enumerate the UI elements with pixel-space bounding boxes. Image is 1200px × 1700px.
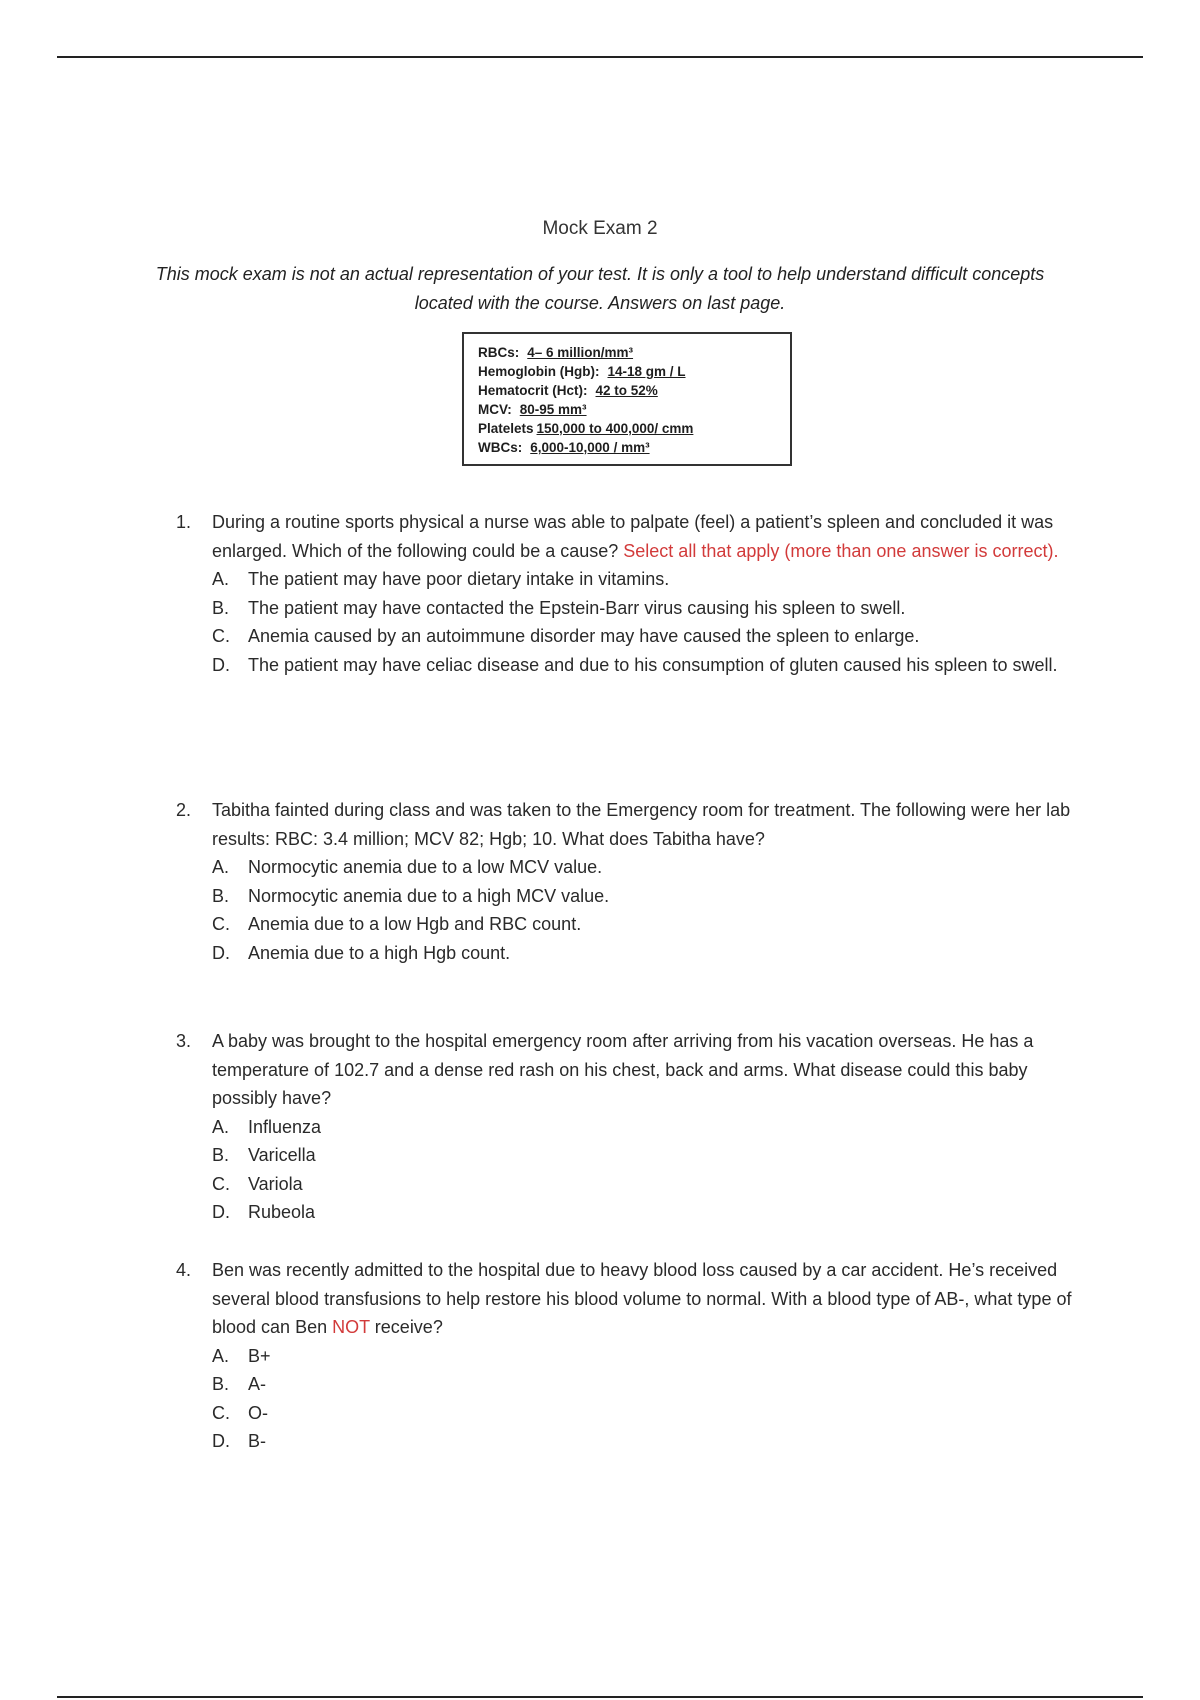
answer-option-d[interactable] <box>212 651 1076 680</box>
option-text: Normocytic anemia due to a low MCV value. <box>248 857 603 877</box>
question-stem-end: receive? <box>374 1317 443 1337</box>
option-letter: A. <box>212 569 230 589</box>
option-letter: B. <box>212 1145 230 1165</box>
reference-values-box <box>462 332 792 466</box>
option-letter: A. <box>212 857 230 877</box>
answer-options <box>212 565 1076 679</box>
answer-options <box>212 853 1076 967</box>
question-stem: Tabitha fainted during class and was taken to the Emergency room for treatment. The following were her lab results: RBC: 3.4 million; MCV 82; Hgb; 10. What does Tabitha have? <box>212 800 1071 849</box>
option-text: O- <box>248 1402 268 1423</box>
option-text: Anemia due to a high Hgb count. <box>248 942 511 963</box>
ref-label: RBCs: <box>478 345 520 360</box>
ref-label: MCV: <box>478 402 512 417</box>
ref-row-rbc <box>478 343 778 362</box>
question-stem <box>212 1256 1076 1342</box>
option-text: B- <box>248 1431 266 1451</box>
answer-options <box>212 1113 1076 1227</box>
option-letter: A. <box>212 1345 230 1366</box>
option-letter: D. <box>212 1431 230 1451</box>
ref-value: 6,000-10,000 / mm³ <box>530 440 650 455</box>
option-text: Varicella <box>248 1145 316 1165</box>
option-text: Normocytic anemia due to a high MCV value. <box>248 885 610 906</box>
question-stem-text: Ben was recently admitted to the hospital due to heavy blood loss caused by a car accident. He’s received several blood transfusions to help restore his blood volume to normal. With a blood type of AB-, what type of blood can Ben <box>212 1260 1072 1337</box>
option-letter: D. <box>212 1202 230 1222</box>
option-text: Rubeola <box>248 1202 316 1222</box>
option-text: Influenza <box>248 1116 322 1137</box>
option-letter: C. <box>212 1402 230 1423</box>
ref-value: 42 to 52% <box>595 383 658 398</box>
option-text: Anemia due to a low Hgb and RBC count. <box>248 914 582 934</box>
ref-value: 80-95 mm³ <box>519 402 587 417</box>
question-number: 3. <box>176 1031 192 1051</box>
question-1 <box>176 508 1076 679</box>
bottom-rule <box>57 1696 1143 1698</box>
option-text: Anemia caused by an autoimmune disorder may have caused the spleen to enlarge. <box>248 626 920 646</box>
answer-option-a[interactable] <box>212 565 1076 594</box>
option-letter: B. <box>212 597 230 618</box>
question-stem <box>212 508 1076 565</box>
question-3 <box>176 1027 1076 1227</box>
option-text: The patient may have poor dietary intake in vitamins. <box>248 569 670 589</box>
option-text: Variola <box>248 1173 303 1194</box>
question-4 <box>176 1256 1076 1456</box>
option-letter: C. <box>212 626 230 646</box>
not-emphasis: NOT <box>332 1317 370 1337</box>
ref-value: 4– 6 million/mm³ <box>527 345 634 360</box>
option-text: A- <box>248 1374 266 1394</box>
answer-option-b[interactable] <box>212 1141 1076 1170</box>
option-text: The patient may have contacted the Epstein-Barr virus causing his spleen to swell. <box>248 597 906 618</box>
option-text: B+ <box>248 1345 271 1366</box>
question-number: 1. <box>176 512 192 532</box>
disclaimer: This mock exam is not an actual representation of your test. It is only a tool to help understand difficult concepts located with the course. Answers on last page. <box>155 264 1045 313</box>
option-letter: A. <box>212 1116 230 1137</box>
answer-option-a[interactable] <box>212 853 1076 882</box>
answer-option-c[interactable] <box>212 910 1076 939</box>
question-number: 2. <box>176 800 192 820</box>
answer-option-d[interactable] <box>212 939 1076 968</box>
answer-option-c[interactable] <box>212 1170 1076 1199</box>
ref-value: 14-18 gm / L <box>607 364 686 379</box>
top-rule <box>57 56 1143 58</box>
answer-option-a[interactable] <box>212 1113 1076 1142</box>
answer-option-c[interactable] <box>212 1399 1076 1428</box>
option-letter: C. <box>212 914 230 934</box>
question-stem-text: During a routine sports physical a nurse was able to palpate (feel) a patient’s spleen and concluded it was enlarged. Which of the following could be a cause? <box>212 512 1054 561</box>
option-letter: D. <box>212 654 230 675</box>
answer-option-b[interactable] <box>212 1370 1076 1399</box>
ref-label: Hematocrit (Hct): <box>478 383 588 398</box>
ref-row-platelets <box>478 419 778 438</box>
option-letter: D. <box>212 942 230 963</box>
ref-label: Hemoglobin (Hgb): <box>478 364 600 379</box>
question-stem: A baby was brought to the hospital emergency room after arriving from his vacation overseas. He has a temperature of 102.7 and a dense red rash on his chest, back and arms. What disease could this baby possibly have? <box>212 1031 1034 1108</box>
answer-option-d[interactable] <box>212 1427 1076 1456</box>
option-letter: B. <box>212 1374 230 1394</box>
page-title: Mock Exam 2 <box>542 218 658 239</box>
ref-value: 150,000 to 400,000/ cmm <box>536 421 694 436</box>
answer-option-b[interactable] <box>212 594 1076 623</box>
answer-option-b[interactable] <box>212 882 1076 911</box>
answer-options <box>212 1342 1076 1456</box>
ref-row-hct <box>478 381 778 400</box>
ref-row-hgb <box>478 362 778 381</box>
ref-row-mcv <box>478 400 778 419</box>
answer-option-a[interactable] <box>212 1342 1076 1371</box>
ref-label: WBCs: <box>478 440 523 455</box>
question-2 <box>176 796 1076 967</box>
option-letter: C. <box>212 1173 230 1194</box>
answer-option-c[interactable] <box>212 622 1076 651</box>
ref-label: Platelets <box>478 421 534 436</box>
ref-row-wbc <box>478 438 778 457</box>
answer-option-d[interactable] <box>212 1198 1076 1227</box>
option-text: The patient may have celiac disease and due to his consumption of gluten caused his spleen to swell. <box>248 654 1058 675</box>
select-all-note: Select all that apply (more than one answer is correct). <box>623 540 1059 561</box>
question-number: 4. <box>176 1260 192 1280</box>
option-letter: B. <box>212 885 230 906</box>
